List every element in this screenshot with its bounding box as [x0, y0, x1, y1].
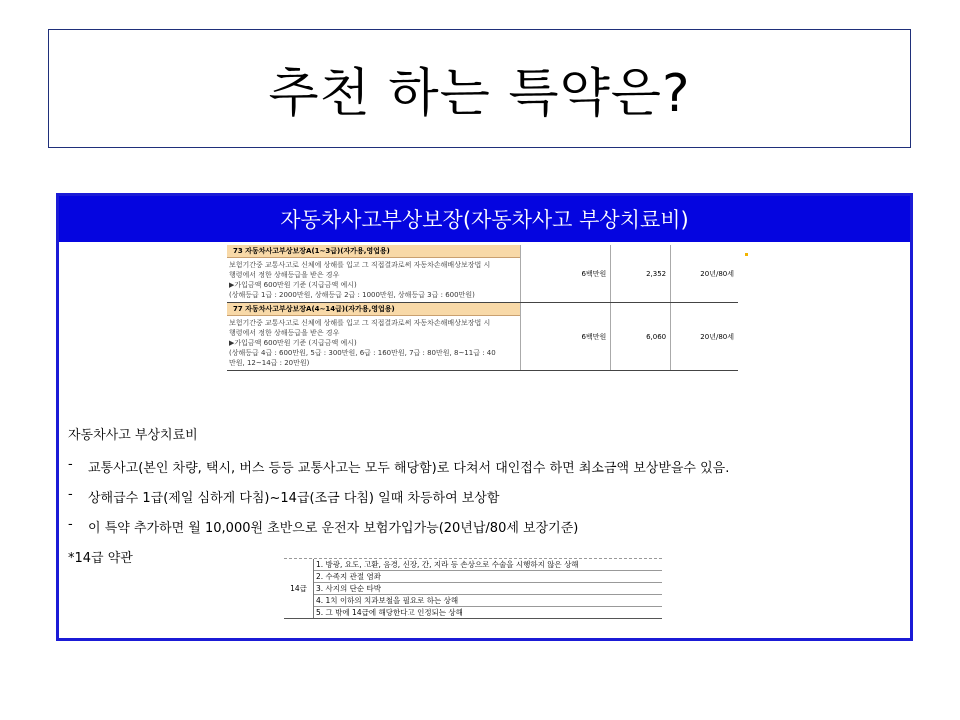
- slide-title-box: [48, 29, 911, 148]
- grade-label: 14급: [284, 559, 314, 618]
- description: [68, 424, 729, 566]
- list-item: - 교통사고(본인 차량, 택시, 버스 등등 교통사고는 모두 해당함)로 다쳐서 대인접수 하면 최소금액 보상받을수 있음.: [68, 457, 730, 476]
- table-row: 77 자동차사고부상보장A(4~14급)(자가용,영업용) 보험기간중 교통사고로 신체에 상해를 입고 그 직접결과로써 자동차손해배상보장법 시 행령에서 정한 상해등급을 받은 경우 ▶가입금액 600만원 기준 (지급금액 예시) (상해등급 4급 : 600만원, 5급 : 300만원, 6급 : 160만원, 7급 : 80만원, 8~11급 : 40 만원, 12~14급 : 20만원) 6백만원 6,060 20년/80세: [227, 303, 738, 371]
- amount-cell: 6백만원: [521, 303, 611, 370]
- table-row-header: 77 자동차사고부상보장A(4~14급)(자가용,영업용): [227, 303, 520, 316]
- premium-cell: 6,060: [611, 303, 671, 370]
- section-title: 자동차사고 부상치료비: [68, 428, 198, 443]
- panel-title: 자동차사고부상보장(자동차사고 부상치료비): [280, 208, 689, 232]
- list-item: 4. 1치 이하의 치과보철을 필요로 하는 상해: [314, 595, 662, 607]
- marker-dot: [745, 253, 748, 256]
- premium-cell: 2,352: [611, 245, 671, 302]
- list-item: 2. 수족지 관절 염좌: [314, 571, 662, 583]
- list-item: - 상해급수 1급(제일 심하게 다침)~14급(조금 다침) 일때 차등하여 보상함: [68, 487, 500, 506]
- rider-table: [227, 245, 738, 371]
- table-row: 73 자동차사고부상보장A(1~3급)(자가용,영업용) 보험기간중 교통사고로 신체에 상해를 입고 그 직접결과로써 자동차손해배상보장법 시 행령에서 정한 상해등급을 받은 경우 ▶가입금액 600만원 기준 (지급금액 예시) (상해등급 1급 : 2000만원, 상해등급 2급 : 1000만원, 상해등급 3급 : 600만원) 6백만원 2,352 20년/80세: [227, 245, 738, 303]
- list-item: 3. 사지의 단순 타박: [314, 583, 662, 595]
- amount-cell: 6백만원: [521, 245, 611, 302]
- list-item: 1. 방광, 요도, 고환, 음경, 신장, 간, 지라 등 손상으로 수술을 시행하지 않은 상해: [314, 559, 662, 571]
- table-row-header: 73 자동차사고부상보장A(1~3급)(자가용,영업용): [227, 245, 520, 258]
- list-item: - 이 특약 추가하면 월 10,000원 초반으로 운전자 보험가입가능(20년납/80세 보장기준): [68, 517, 579, 536]
- term-cell: 20년/80세: [700, 332, 734, 341]
- slide-title: 추천 하는 특약은?: [268, 64, 691, 124]
- list-item: 5. 그 밖에 14급에 해당한다고 인정되는 상해: [316, 608, 463, 617]
- term-cell: 20년/80세: [700, 269, 734, 278]
- grade-table: [284, 558, 662, 619]
- content-panel: [56, 193, 913, 641]
- panel-header: [59, 196, 910, 242]
- note: *14급 약관: [68, 551, 133, 566]
